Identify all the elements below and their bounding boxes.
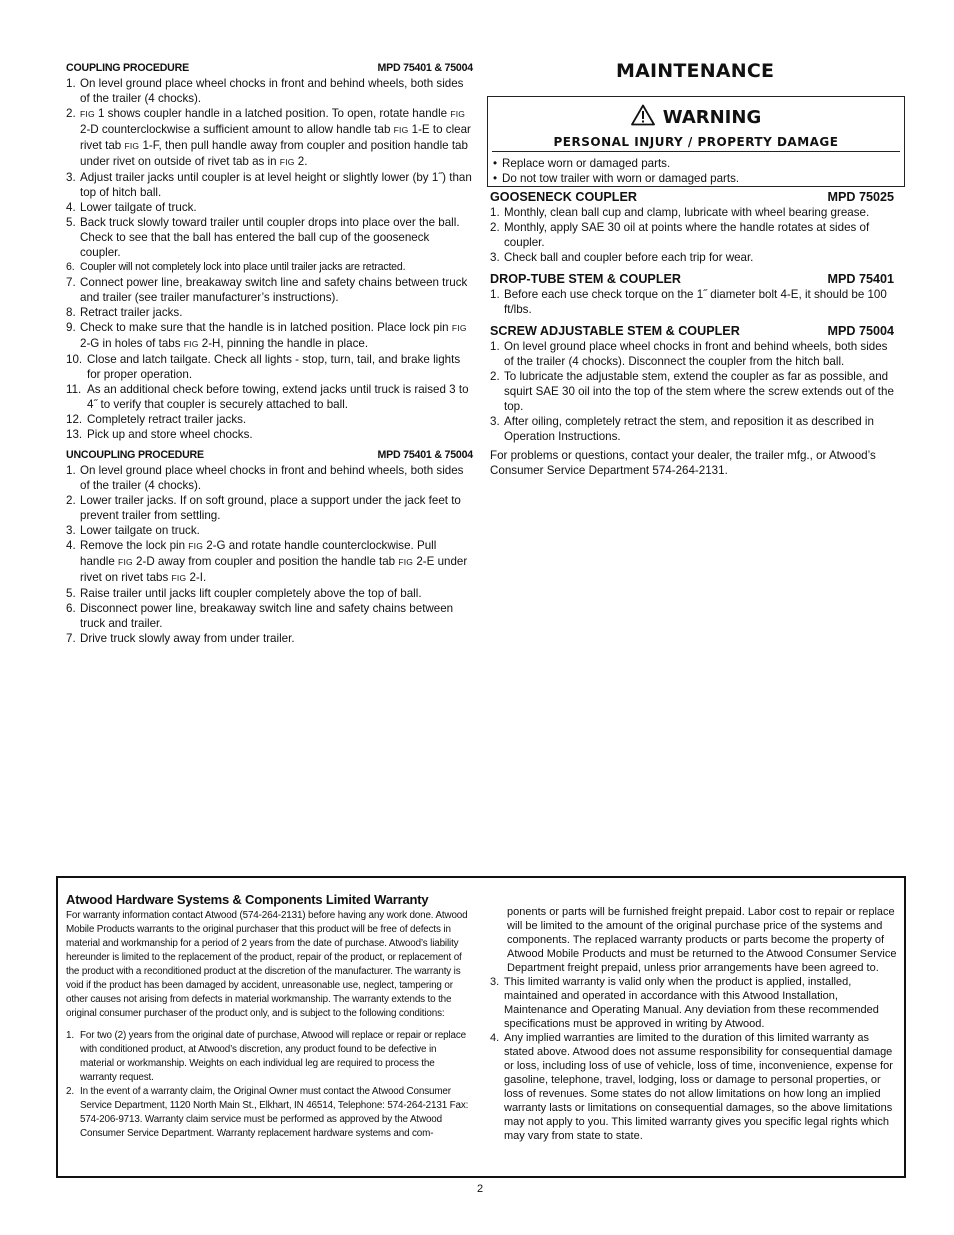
list-number: 4. <box>490 1032 500 1044</box>
list-number: 2. <box>66 1086 74 1097</box>
list-text: Remove the lock pin FIG 2-G and rotate handle counterclockwise. Pull handle FIG 2-D away from coupler and position the handle tab FIG 2-E under rivet on rivet tabs FIG 2-I. <box>80 539 468 584</box>
list-number: 3. <box>66 524 76 537</box>
gooseneck-list <box>490 205 894 265</box>
list-item <box>490 975 900 1031</box>
list-item <box>490 250 894 265</box>
list-number: 7. <box>66 276 76 289</box>
list-text: Check ball and coupler before each trip for wear. <box>504 251 754 264</box>
list-item <box>66 76 473 106</box>
list-text: Any implied warranties are limited to the duration of this limited warranty as stated above. Atwood does not assume responsibility for consequential damage or loss, including loss of use of vehicle, loss of time, inconvenience, expense for gasoline, telephone, travel, lodging, loss or damage to personal properties, or loss of revenues. Some states do not allow limitations on how long an implied warranty lasts or limitations on consequential damages, so the above limitations may not apply to you. This limited warranty gives you specific legal rights which may vary from state to state. <box>504 1032 893 1142</box>
list-item <box>490 369 894 414</box>
list-text: On level ground place wheel chocks in front and behind wheels, both sides of the trailer (4 chocks). <box>80 464 464 492</box>
gooseneck-model: MPD 75025 <box>827 190 894 204</box>
list-number: 1. <box>66 464 76 477</box>
warning-title: WARNING <box>662 107 762 128</box>
page-number: 2 <box>477 1183 484 1195</box>
list-number: 3. <box>490 415 500 428</box>
list-number: 7. <box>66 632 76 645</box>
list-number: 12. <box>66 413 83 426</box>
list-text: On level ground place wheel chocks in front and behind wheels, both sides of the trailer (4 chocks). <box>80 77 464 105</box>
screw-list <box>490 339 894 444</box>
list-number: 3. <box>490 976 500 988</box>
droptube-list <box>490 287 894 317</box>
fig-ref: FIG <box>183 339 199 349</box>
list-item <box>66 427 473 442</box>
screw-title: SCREW ADJUSTABLE STEM & COUPLER <box>490 324 740 338</box>
screw-header <box>490 323 894 339</box>
list-number: 2. <box>66 107 76 120</box>
list-text: Close and latch tailgate. Check all lights - stop, turn, tail, and brake lights for proper operation. <box>87 353 461 381</box>
list-number: 4. <box>66 539 76 552</box>
warranty-intro: For warranty information contact Atwood (574-264-2131) before having any work done. Atwood Mobile Products warrants to the original purchaser that this product will be free of defects in material and workmanship for a period of 2 years from the date of purchase. Atwood’s liability hereunder is limited to the replacement of the product, repair of the product, or replacement of the product with a reconditioned product at the discretion of the manufacturer. The warranty is void if the product has been damaged by accident, unreasonable use, neglect, tampering or other causes not arising from defects in material workmanship. The warranty extends to the original consumer purchaser of the product only, and is subject to the following conditions: <box>66 910 468 1019</box>
warning-divider <box>492 151 900 152</box>
list-text: For two (2) years from the original date of purchase, Atwood will replace or repair or replace with conditioned product, at Atwood’s discretion, any product found to be defective in material or workmanship. Weights on each individual leg are required to process the warranty request. <box>80 1030 467 1083</box>
list-text: On level ground place wheel chocks in front and behind wheels, both sides of the trailer (4 chocks). Disconnect the coupler from the hitch ball. <box>504 340 888 368</box>
droptube-model: MPD 75401 <box>827 272 894 286</box>
fig-ref: FIG <box>279 157 295 167</box>
list-text: Connect power line, breakaway switch line and safety chains between truck and trailer (see trailer manufacturer’s instructions). <box>80 276 468 304</box>
droptube-header <box>490 271 894 287</box>
list-number: 1. <box>490 206 500 219</box>
list-item <box>66 586 473 601</box>
list-number: 5. <box>66 216 76 229</box>
list-number: 10. <box>66 353 83 366</box>
list-text: Back truck slowly toward trailer until coupler drops into place over the ball. Check to see that the ball has entered the ball cup of the gooseneck coupler. <box>80 216 460 259</box>
list-item <box>66 1085 470 1141</box>
fig-ref: FIG <box>171 573 187 583</box>
list-item <box>66 352 473 382</box>
list-item <box>66 493 473 523</box>
list-text: Pick up and store wheel chocks. <box>87 428 253 441</box>
list-text: Completely retract trailer jacks. <box>87 413 247 426</box>
maintenance-heading: MAINTENANCE <box>616 60 775 82</box>
warning-bullet: • Replace worn or damaged parts. <box>488 156 904 171</box>
list-text: This limited warranty is valid only when the product is applied, installed, maintained and operated in accordance with this Atwood Installation, Maintenance and Operating Manual. Any deviation from these recommended specifications must be approved in writing by Atwood. <box>504 976 879 1030</box>
list-item <box>66 320 473 352</box>
list-number: 3. <box>66 171 76 184</box>
list-item <box>66 305 473 320</box>
list-number: 2. <box>66 494 76 507</box>
list-number: 1. <box>490 288 500 301</box>
fig-ref: FIG <box>188 541 204 551</box>
list-item <box>490 220 894 250</box>
fig-ref: FIG <box>451 323 467 333</box>
fig-ref: FIG <box>80 109 95 119</box>
list-number: 2. <box>490 370 500 383</box>
warranty-continuation: ponents or parts will be furnished freight prepaid. Labor cost to repair or replace will be limited to the amount of the original purchase price of the systems and components. The replaced warranty products or parts become the property of Atwood Mobile Products and must be returned to the Atwood Consumer Service Department freight prepaid, unless prior arrangements have been agreed to. <box>507 906 897 974</box>
list-item <box>490 1031 900 1143</box>
list-text: Lower trailer jacks. If on soft ground, place a support under the jack feet to prevent trailer from settling. <box>80 494 461 522</box>
list-item <box>66 523 473 538</box>
gooseneck-title: GOOSENECK COUPLER <box>490 190 637 204</box>
uncoupling-header <box>66 448 473 463</box>
screw-model: MPD 75004 <box>827 324 894 338</box>
fig-ref: FIG <box>450 109 466 119</box>
coupling-list <box>66 76 473 442</box>
list-item <box>66 538 473 586</box>
list-item <box>66 382 473 412</box>
maintenance-heading-wrap <box>616 60 774 82</box>
warranty-box <box>56 876 906 1178</box>
list-text: Monthly, apply SAE 30 oil at points where the handle rotates at sides of coupler. <box>504 221 870 249</box>
coupling-header <box>66 61 473 76</box>
contact-paragraph: For problems or questions, contact your dealer, the trailer mfg., or Atwood’s Consumer Service Department 574-264-2131. <box>490 449 876 477</box>
list-text: In the event of a warranty claim, the Original Owner must contact the Atwood Consumer Service Department, 1120 North Main St., Elkhart, IN 46514, Telephone: 574-264-2131 Fax: 574-206-9713. Warranty claim service must be performed as approved by the Atwood Consumer Service Department. Warranty replacement hardware systems and com- <box>80 1086 469 1139</box>
coupling-model: MPD 75401 & 75004 <box>377 62 473 74</box>
list-item <box>66 170 473 200</box>
list-item <box>66 200 473 215</box>
right-column <box>490 189 894 478</box>
list-number: 5. <box>66 587 76 600</box>
list-number: 1. <box>66 77 76 90</box>
list-item <box>66 631 473 646</box>
list-item <box>66 275 473 305</box>
list-item <box>490 414 894 444</box>
list-text: To lubricate the adjustable stem, extend the coupler as far as possible, and squirt SAE 30 oil into the top of the stem where the screw extends out of the top. <box>504 370 894 413</box>
fig-ref: FIG <box>393 125 409 135</box>
list-text: Before each use check torque on the 1˝ diameter bolt 4-E, it should be 100 ft/lbs. <box>504 288 887 316</box>
list-item <box>66 215 473 260</box>
list-text: Monthly, clean ball cup and clamp, lubricate with wheel bearing grease. <box>504 206 870 219</box>
uncoupling-title: UNCOUPLING PROCEDURE <box>66 449 204 461</box>
list-text: After oiling, completely retract the stem, and reposition it as described in Operation Instructions. <box>504 415 874 443</box>
list-text: As an additional check before towing, extend jacks until truck is raised 3 to 4˝ to verify that coupler is securely attached to ball. <box>87 383 469 411</box>
list-number: 8. <box>66 306 76 319</box>
list-text: Lower tailgate of truck. <box>80 201 197 214</box>
list-number: 4. <box>66 201 76 214</box>
list-number: 2. <box>490 221 500 234</box>
warning-triangle-icon <box>631 104 655 131</box>
list-item <box>66 463 473 493</box>
list-text: Check to make sure that the handle is in latched position. Place lock pin FIG 2-G in holes of tabs FIG 2-H, pinning the handle in place. <box>80 321 467 350</box>
list-number: 3. <box>490 251 500 264</box>
warranty-left-list <box>66 1029 470 1141</box>
fig-ref: FIG <box>398 557 414 567</box>
list-text: Lower tailgate on truck. <box>80 524 200 537</box>
coupling-title: COUPLING PROCEDURE <box>66 62 189 74</box>
list-text: FIG 1 shows coupler handle in a latched position. To open, rotate handle FIG 2-D counterclockwise a sufficient amount to allow handle tab FIG 1-E to clear rivet tab FIG 1-F, then pull handle away from coupler and position handle tab under rivet on outside of rivet tab as in FIG 2. <box>80 107 471 168</box>
list-text: Coupler will not completely lock into place until trailer jacks are retracted. <box>80 261 406 273</box>
warranty-right <box>490 905 900 1143</box>
list-item <box>66 1029 470 1085</box>
list-item <box>66 260 473 275</box>
warning-title-row <box>488 104 904 131</box>
gooseneck-header <box>490 189 894 205</box>
list-text: Retract trailer jacks. <box>80 306 183 319</box>
warranty-title: Atwood Hardware Systems & Components Limited Warranty <box>66 892 429 907</box>
fig-ref: FIG <box>124 141 140 151</box>
list-number: 1. <box>66 1030 74 1041</box>
list-number: 6. <box>66 261 75 273</box>
warranty-left <box>66 892 470 1141</box>
left-column <box>66 61 473 646</box>
list-item <box>66 412 473 427</box>
list-text: Disconnect power line, breakaway switch line and safety chains between truck and trailer. <box>80 602 454 630</box>
uncoupling-model: MPD 75401 & 75004 <box>377 449 473 461</box>
list-number: 11. <box>66 383 82 396</box>
list-number: 1. <box>490 340 500 353</box>
list-text: Drive truck slowly away from under trailer. <box>80 632 295 645</box>
warranty-right-list <box>490 975 900 1143</box>
list-number: 6. <box>66 602 76 615</box>
fig-ref: FIG <box>118 557 133 567</box>
list-text: Raise trailer until jacks lift coupler completely above the top of ball. <box>80 587 422 600</box>
list-number: 13. <box>66 428 83 441</box>
list-item <box>490 287 894 317</box>
uncoupling-list <box>66 463 473 646</box>
list-item <box>66 106 473 170</box>
list-item <box>66 601 473 631</box>
droptube-title: DROP-TUBE STEM & COUPLER <box>490 272 682 286</box>
warning-box <box>487 96 905 187</box>
warning-bullet: • Do not tow trailer with worn or damaged parts. <box>488 171 904 186</box>
list-item <box>490 205 894 220</box>
list-number: 9. <box>66 321 76 334</box>
list-item <box>490 339 894 369</box>
list-text: Adjust trailer jacks until coupler is at level height or slightly lower (by 1˝) than top of hitch ball. <box>80 171 472 199</box>
warning-subtitle: PERSONAL INJURY / PROPERTY DAMAGE <box>553 135 839 149</box>
warning-bullets <box>488 156 904 186</box>
